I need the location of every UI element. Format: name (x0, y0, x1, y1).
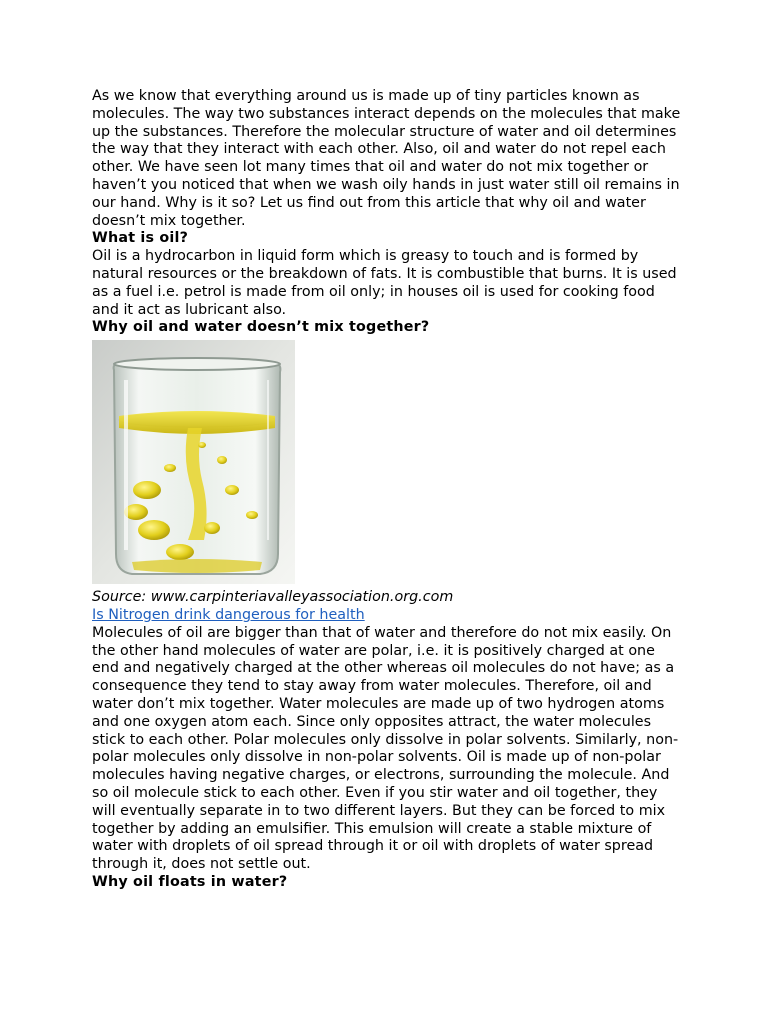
heading-what-is-oil: What is oil? (92, 230, 189, 247)
article-body (92, 88, 682, 892)
related-article-link[interactable]: Is Nitrogen drink dangerous for health (92, 606, 365, 623)
heading-why-floats: Why oil floats in water? (92, 873, 288, 890)
image-source-caption: Source: www.carpinteriavalleyassociation.org.com (92, 589, 454, 606)
why-no-mix-paragraph: Molecules of oil are bigger than that of water and therefore do not mix easily. On the other hand molecules of water are polar, i.e. it is positively charged at one end and negatively charged at the other whereas oil molecules do not have; as a consequence they tend to stay away from water molecules. Therefore, oil and water don’t mix together. Water molecules are made up of two hydrogen atoms and one oxygen atom each. Since only opposites attract, the water molecules stick to each other. Polar molecules only dissolve in polar solvents. Similarly, non-polar molecules only dissolve in non-polar solvents. Oil is made up of non-polar molecules having negative charges, or electrons, surrounding the molecule. And so oil molecule stick to each other. Even if you stir water and oil together, they will eventually separate in to two different layers. But they can be forced to mix together by adding an emulsifier. This emulsion will create a stable mixture of water with droplets of oil spread through it or oil with droplets of water spread through it, does not settle out. (92, 624, 679, 873)
oil-water-beaker-image (92, 340, 295, 584)
heading-why-no-mix: Why oil and water doesn’t mix together? (92, 319, 430, 336)
intro-paragraph: As we know that everything around us is made up of tiny particles known as molecules. The way two substances interact depends on the molecules that make up the substances. Therefore the molecular structure of water and oil determines the way that they interact with each other. Also, oil and water do not repel each other. We have seen lot many times that oil and water do not mix together or haven’t you noticed that when we wash oily hands in just water still oil remains in our hand. Why is it so? Let us find out from this article that why oil and water doesn’t mix together. (92, 88, 681, 229)
what-is-oil-paragraph: Oil is a hydrocarbon in liquid form which is greasy to touch and is formed by natural resources or the breakdown of fats. It is combustible that burns. It is used as a fuel i.e. petrol is made from oil only; in houses oil is used for cooking food and it act as lubricant also. (92, 248, 677, 318)
